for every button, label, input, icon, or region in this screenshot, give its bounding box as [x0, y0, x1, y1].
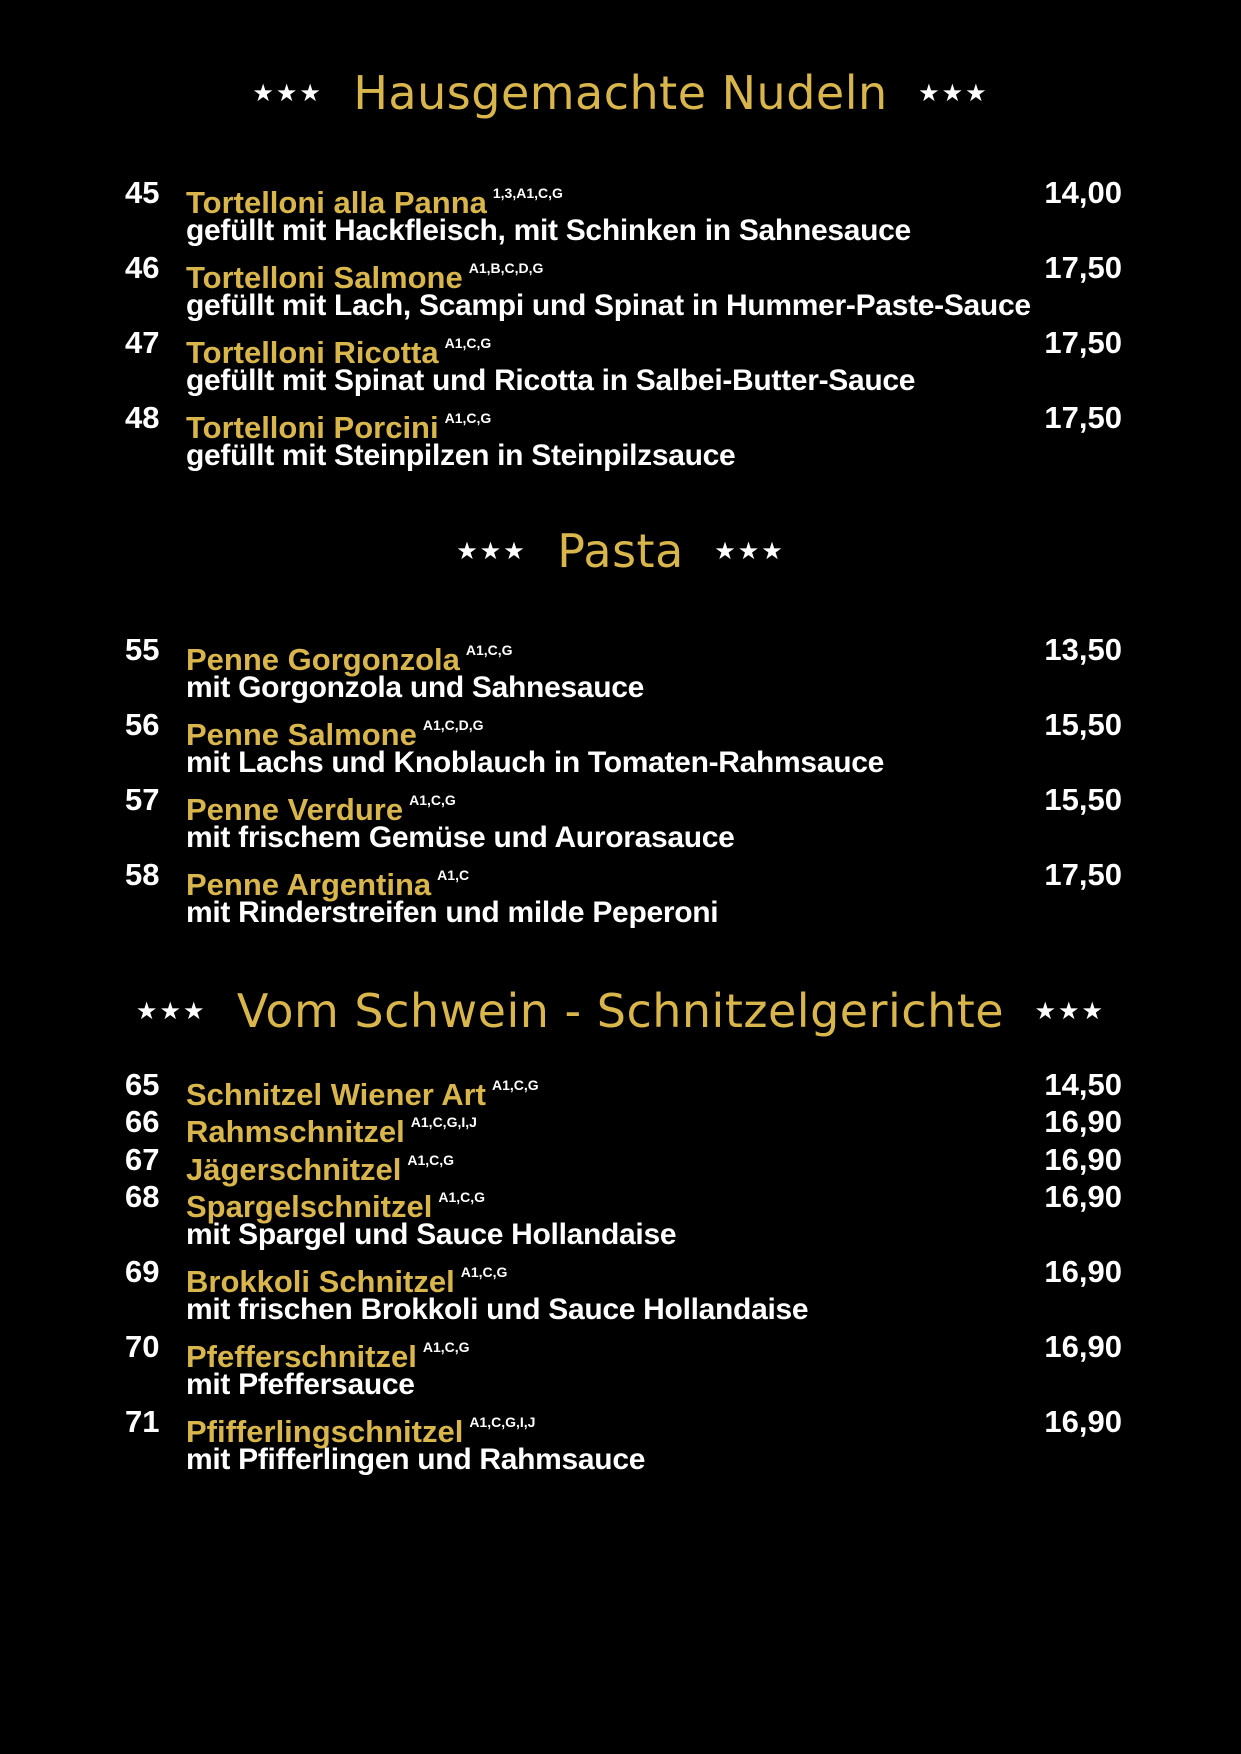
item-number: 71 — [125, 1404, 160, 1439]
item-allergens: A1,C,G — [492, 1077, 539, 1093]
item-name: Tortelloni Salmone — [186, 260, 463, 295]
item-name: Pfefferschnitzel — [186, 1339, 417, 1374]
item-allergens: A1,B,C,D,G — [468, 260, 544, 276]
menu-item — [0, 1178, 1241, 1224]
item-price: 14,50 — [1044, 1067, 1122, 1102]
item-name: Penne Argentina — [186, 867, 432, 902]
item-price: 17,50 — [1044, 857, 1122, 892]
item-number: 58 — [125, 857, 160, 892]
item-number: 70 — [125, 1329, 160, 1364]
item-price: 16,90 — [1044, 1404, 1122, 1439]
section-header — [0, 984, 1241, 1038]
stars-left-icon: ★★★ — [135, 997, 207, 1025]
item-name: Pfifferlingschnitzel — [186, 1414, 464, 1449]
item-name: Penne Gorgonzola — [186, 642, 460, 677]
item-number: 69 — [125, 1254, 160, 1289]
item-allergens: A1,C,G,I,J — [410, 1114, 477, 1130]
item-name: Tortelloni alla Panna — [186, 185, 487, 220]
item-price: 16,90 — [1044, 1104, 1122, 1139]
item-description: mit frischen Brokkoli und Sauce Hollandaise — [186, 1293, 809, 1326]
item-number: 68 — [125, 1179, 160, 1214]
item-price: 17,50 — [1044, 400, 1122, 435]
item-number: 55 — [125, 632, 160, 667]
stars-left-icon: ★★★ — [456, 537, 527, 565]
item-price: 16,90 — [1044, 1179, 1122, 1214]
menu-item — [0, 781, 1241, 827]
item-name: Spargelschnitzel — [186, 1189, 433, 1224]
item-number: 57 — [125, 782, 160, 817]
stars-left-icon: ★★★ — [252, 79, 323, 107]
item-description: gefüllt mit Steinpilzen in Steinpilzsauce — [186, 439, 736, 472]
item-description: mit Rinderstreifen und milde Peperoni — [186, 896, 719, 929]
item-allergens: A1,C,D,G — [422, 717, 484, 733]
stars-right-icon: ★★★ — [918, 79, 989, 107]
menu-item — [0, 1103, 1241, 1149]
item-price: 15,50 — [1044, 707, 1122, 742]
item-allergens: A1,C,G — [460, 1264, 508, 1280]
menu-item — [0, 399, 1241, 445]
menu-item — [0, 631, 1241, 677]
section-title: Pasta — [557, 524, 684, 578]
section-title: Hausgemachte Nudeln — [353, 66, 888, 120]
section-header — [0, 66, 1241, 120]
item-description: gefüllt mit Lach, Scampi und Spinat in Hummer-Paste-Sauce — [186, 289, 1031, 322]
menu-item — [0, 1253, 1241, 1299]
item-description: gefüllt mit Spinat und Ricotta in Salbei-Butter-Sauce — [186, 364, 916, 397]
item-name: Rahmschnitzel — [186, 1114, 405, 1149]
item-allergens: A1,C,G — [438, 1189, 486, 1205]
item-price: 17,50 — [1044, 250, 1122, 285]
item-price: 16,90 — [1044, 1142, 1122, 1177]
item-price: 17,50 — [1044, 325, 1122, 360]
item-number: 67 — [125, 1142, 160, 1177]
menu-item — [0, 706, 1241, 752]
item-price: 13,50 — [1044, 632, 1122, 667]
item-allergens: A1,C,G — [407, 1152, 455, 1168]
item-number: 66 — [125, 1104, 160, 1139]
stars-right-icon: ★★★ — [1034, 997, 1106, 1025]
item-allergens: A1,C,G — [444, 410, 492, 426]
item-allergens: A1,C,G — [444, 335, 492, 351]
item-number: 65 — [125, 1067, 160, 1102]
menu-item — [0, 1066, 1241, 1112]
item-name: Penne Salmone — [186, 717, 417, 752]
item-number: 46 — [125, 250, 160, 285]
item-allergens: A1,C — [437, 867, 470, 883]
menu-item — [0, 174, 1241, 220]
item-name: Brokkoli Schnitzel — [186, 1264, 455, 1299]
menu-item — [0, 249, 1241, 295]
item-number: 47 — [125, 325, 160, 360]
item-allergens: A1,C,G — [465, 642, 513, 658]
menu-item — [0, 1141, 1241, 1187]
menu-item — [0, 1328, 1241, 1374]
item-allergens: A1,C,G — [422, 1339, 470, 1355]
item-name: Schnitzel Wiener Art — [186, 1077, 487, 1112]
item-name: Penne Verdure — [186, 792, 404, 827]
stars-right-icon: ★★★ — [714, 537, 785, 565]
menu-item — [0, 1403, 1241, 1449]
item-description: mit Pfeffersauce — [186, 1368, 415, 1401]
section-title: Vom Schwein - Schnitzelgerichte — [236, 984, 1005, 1038]
item-description: gefüllt mit Hackfleisch, mit Schinken in Sahnesauce — [186, 214, 911, 247]
item-name: Jägerschnitzel — [186, 1152, 402, 1187]
item-description: mit Spargel und Sauce Hollandaise — [186, 1218, 677, 1251]
item-allergens: A1,C,G — [409, 792, 456, 808]
item-allergens: 1,3,A1,C,G — [492, 185, 563, 201]
item-number: 45 — [125, 175, 160, 210]
menu-item — [0, 324, 1241, 370]
section-header — [0, 524, 1241, 578]
item-price: 14,00 — [1044, 175, 1122, 210]
item-number: 56 — [125, 707, 160, 742]
item-description: mit Lachs und Knoblauch in Tomaten-Rahmsauce — [186, 746, 884, 779]
item-number: 48 — [125, 400, 160, 435]
item-price: 15,50 — [1044, 782, 1122, 817]
item-price: 16,90 — [1044, 1329, 1122, 1364]
item-name: Tortelloni Porcini — [186, 410, 439, 445]
item-description: mit Gorgonzola und Sahnesauce — [186, 671, 645, 704]
item-description: mit frischem Gemüse und Aurorasauce — [186, 821, 735, 854]
item-name: Tortelloni Ricotta — [186, 335, 439, 370]
item-allergens: A1,C,G,I,J — [469, 1414, 536, 1430]
menu-item — [0, 856, 1241, 902]
item-description: mit Pfifferlingen und Rahmsauce — [186, 1443, 646, 1476]
item-price: 16,90 — [1044, 1254, 1122, 1289]
